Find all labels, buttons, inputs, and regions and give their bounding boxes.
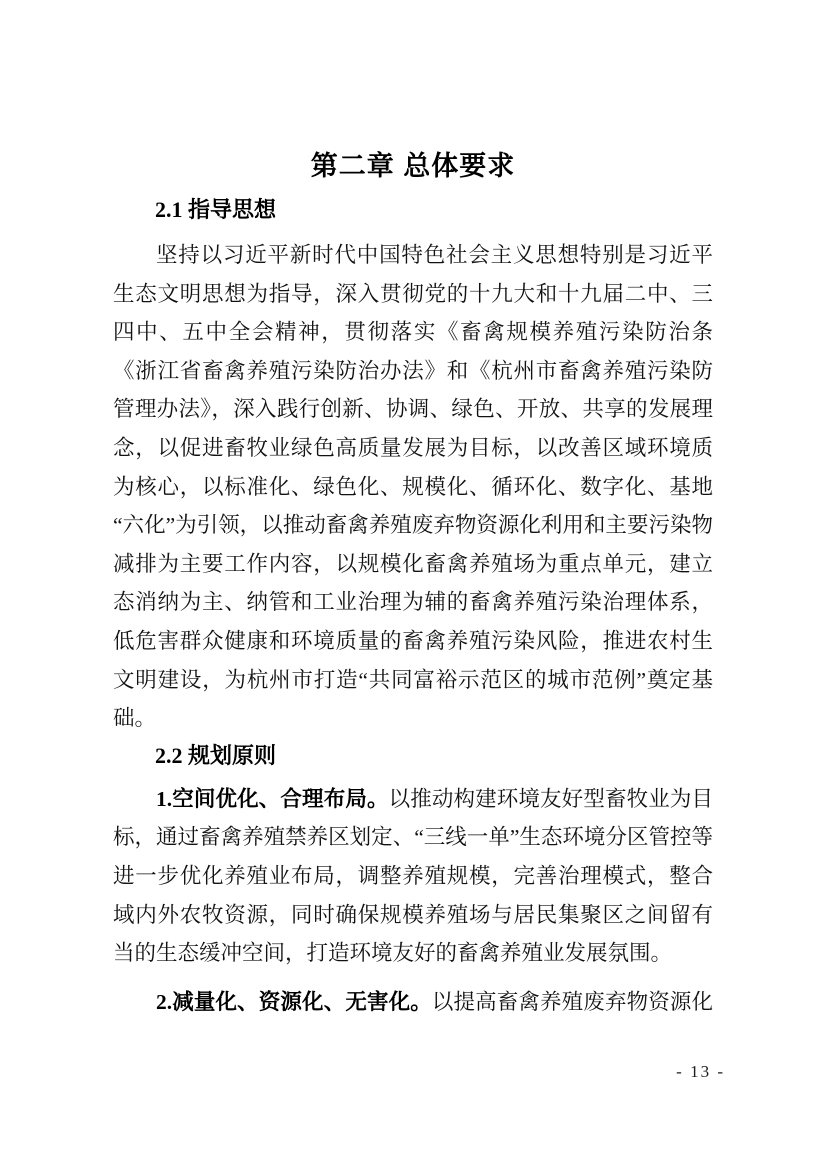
paragraph-principle-1 [113,780,713,973]
page-number: - 13 - [676,1062,725,1081]
body-line [113,983,713,1022]
body-line: 念，以促进畜牧业绿色高质量发展为目标，以改善区域环境质 [113,435,713,460]
body-line: 当的生态缓冲空间，打造环境友好的畜禽养殖业发展氛围。 [113,941,673,966]
body-line: 管理办法》，深入践行创新、协调、绿色、开放、共享的发展理 [113,397,713,422]
body-line: 坚持以习近平新时代中国特色社会主义思想特别是习近平 [156,243,713,267]
paragraph-lead: 2.减量化、资源化、无害化。 [156,989,432,1014]
body-line: 为核心，以标准化、绿色化、规模化、循环化、数字化、基地 [113,474,713,499]
section-heading-2-2: 2.2 规划原则 [155,742,277,768]
body-line: 础。 [113,706,157,731]
body-line: 文明建设，为杭州市打造“共同富裕示范区的城市范例”奠定基 [113,667,713,692]
chapter-title: 第二章 总体要求 [310,151,516,181]
body-line: 域内外农牧资源，同时确保规模养殖场与居民集聚区之间留有 [113,902,713,927]
paragraph-lead: 1.空间优化、合理布局。 [156,786,389,811]
document-content [113,0,713,1021]
body-line: 标，通过畜禽养殖禁养区划定、“三线一单”生态环境分区管控等 [113,825,713,850]
body-line: 《浙江省畜禽养殖污染防治办法》和《杭州市畜禽养殖污染防 [113,358,713,383]
body-line: 减排为主要工作内容，以规模化畜禽养殖场为重点单元，建立 [113,551,713,576]
body-line: 进一步优化养殖业布局，调整养殖规模，完善治理模式，整合 [113,863,713,888]
body-line: “六化”为引领，以推动畜禽养殖废弃物资源化利用和主要污染物 [113,513,713,538]
paragraph-guiding-ideology [113,236,713,738]
body-text: 以推动构建环境友好型畜牧业为目 [388,786,713,811]
body-line: 态消纳为主、纳管和工业治理为辅的畜禽养殖污染治理体系， [113,590,713,615]
body-line: 四中、五中全会精神，贯彻落实《畜禽规模养殖污染防治条 [113,320,713,345]
body-line: 生态文明思想为指导，深入贯彻党的十九大和十九届二中、三 [113,281,713,306]
body-text: 以提高畜禽养殖废弃物资源化 [431,989,713,1014]
body-line: 低危害群众健康和环境质量的畜禽养殖污染风险，推进农村生 [113,628,713,653]
paragraph-principle-2 [113,983,713,1022]
body-line [113,780,713,819]
section-heading-2-1: 2.1 指导思想 [155,197,277,222]
